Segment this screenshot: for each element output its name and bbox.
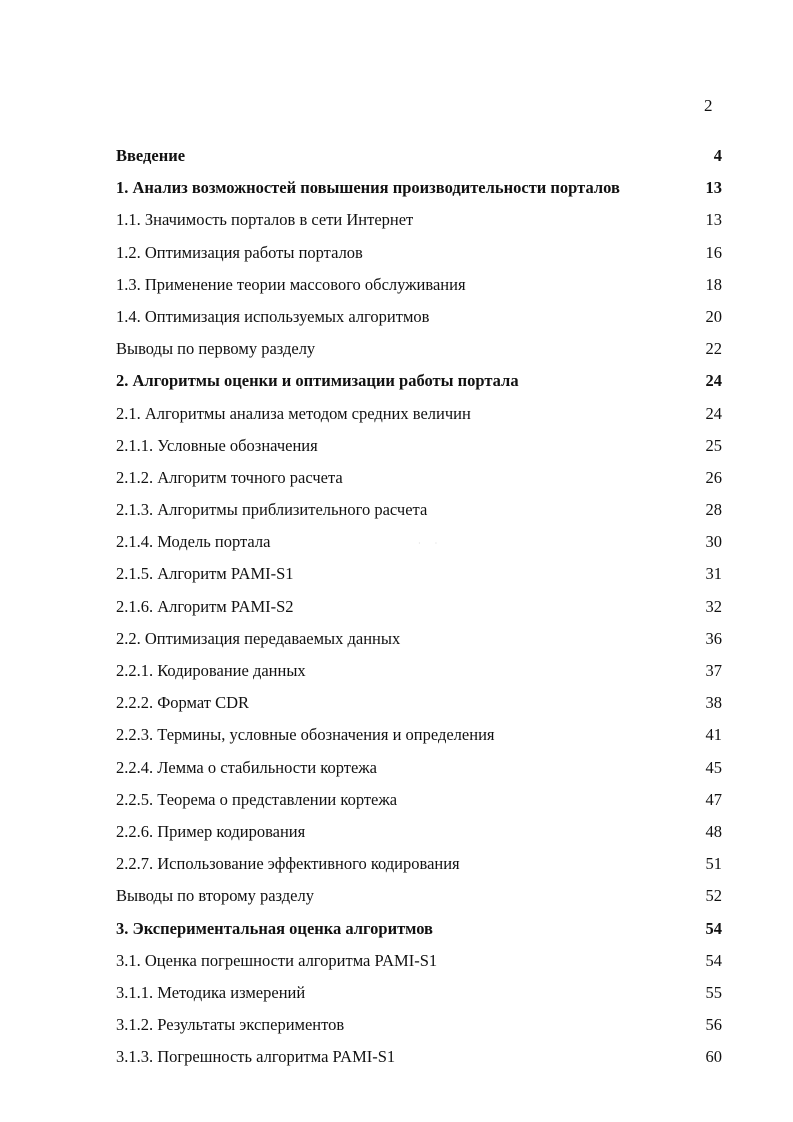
toc-entry [116,558,722,590]
toc-entry [116,880,722,912]
toc-entry-page: 16 [705,242,722,262]
toc-entry-page: 13 [705,178,722,198]
toc-entry-page: 56 [705,1015,722,1035]
toc-entry-title: 1. Анализ возможностей повышения производительности порталов [116,178,620,198]
toc-entry-title: 2.2.4. Лемма о стабильности кортежа [116,757,377,777]
page-number: 2 [704,96,713,115]
toc-entry-title: 2.1.1. Условные обозначения [116,435,318,455]
toc-entry-title: 2. Алгоритмы оценки и оптимизации работы портала [116,371,519,391]
toc-entry [116,494,722,526]
toc-entry-title: Введение [116,146,186,165]
toc-entry-title: 1.2. Оптимизация работы порталов [116,242,363,262]
toc-entry-title: 2.1.3. Алгоритмы приблизительного расчета [116,500,428,520]
toc-entry [116,398,722,430]
toc-entry-title: 2.2.1. Кодирование данных [116,661,306,680]
toc-entry [116,719,722,751]
toc-entry [116,623,722,655]
toc-entry [116,301,722,333]
toc-entry-page: 38 [705,693,722,713]
toc-entry [116,687,722,719]
toc-entry-title: 3.1.2. Результаты экспериментов [116,1015,345,1035]
toc-entry [116,204,722,236]
toc-entry-title: 1.1. Значимость порталов в сети Интернет [116,210,414,230]
toc-entry-page: 26 [705,467,722,487]
toc-entry-title: 1.4. Оптимизация используемых алгоритмов [116,306,430,326]
toc-entry-page: 45 [705,757,722,777]
toc-entry-title: 2.2.3. Термины, условные обозначения и определения [116,725,495,745]
toc-entry-title: 3. Экспериментальная оценка алгоритмов [116,918,433,938]
toc-entry-title: 3.1. Оценка погрешности алгоритма PAMI-S1 [116,950,438,970]
toc-entry-title: 2.1.6. Алгоритм PAMI-S2 [116,596,294,616]
toc-entry-title: 2.2.7. Использование эффективного кодирования [116,854,460,874]
toc-entry-page: 32 [705,596,722,616]
toc-entry [116,977,722,1009]
toc-entry [116,816,722,848]
toc-entry [116,1009,722,1041]
toc-entry [116,945,722,977]
toc-entry-page: 4 [713,146,722,165]
toc-entry [116,140,722,172]
toc-entry-page: 47 [705,789,722,809]
toc-entry [116,237,722,269]
toc-entry [116,269,722,301]
toc-entry [116,655,722,687]
toc-entry-page: 13 [705,210,722,230]
toc-entry [116,848,722,880]
toc-entry-title: 2.1.2. Алгоритм точного расчета [116,467,343,487]
toc-entry-title: Выводы по второму разделу [116,886,314,906]
toc-entry-page: 54 [705,918,722,938]
toc-entry-page: 24 [705,371,722,391]
toc-entry-page: 24 [705,403,722,423]
toc-entry-title: 2.1. Алгоритмы анализа методом средних величин [116,403,471,423]
toc-entry-page: 30 [705,532,722,552]
toc-entry [116,784,722,816]
toc-entry-page: 60 [705,1047,722,1067]
toc-entry [116,462,722,494]
toc-entry-title: 3.1.1. Методика измерений [116,982,306,1002]
toc-entry-page: 54 [705,950,722,970]
toc-entry-page: 25 [705,435,722,455]
toc-entry-page: 37 [705,661,722,680]
toc-entry-page: 20 [705,306,722,326]
toc-entry-title: Выводы по первому разделу [116,339,316,359]
toc-entry [116,752,722,784]
toc-entry-page: 18 [705,274,722,294]
toc-entry [116,1041,722,1073]
toc-entry-title: 2.2. Оптимизация передаваемых данных [116,628,401,648]
toc-entry-title: 2.2.6. Пример кодирования [116,821,306,841]
toc-entry-page: 36 [705,628,722,648]
toc-entry-title: 2.2.5. Теорема о представлении кортежа [116,789,398,809]
toc-entry-title: 2.1.4. Модель портала [116,532,271,552]
toc-entry-page: 41 [705,725,722,745]
toc-entry-page: 22 [705,339,722,359]
toc-entry-page: 52 [705,886,722,906]
toc-entry-page: 31 [705,564,722,584]
toc-entry-page: 55 [705,982,722,1002]
toc-entry-title: 2.1.5. Алгоритм PAMI-S1 [116,564,294,584]
table-of-contents [116,140,722,1073]
toc-entry [116,365,722,397]
scan-speck: · · [418,539,444,548]
toc-entry-page: 48 [705,821,722,841]
toc-entry-title: 3.1.3. Погрешность алгоритма PAMI-S1 [116,1047,396,1067]
toc-entry [116,430,722,462]
toc-entry-title: 1.3. Применение теории массового обслуживания [116,274,466,294]
toc-entry [116,172,722,204]
toc-entry [116,333,722,365]
toc-entry [116,913,722,945]
toc-entry-title: 2.2.2. Формат CDR [116,693,250,713]
toc-entry [116,591,722,623]
toc-entry-page: 28 [705,500,722,520]
toc-entry-page: 51 [705,854,722,874]
